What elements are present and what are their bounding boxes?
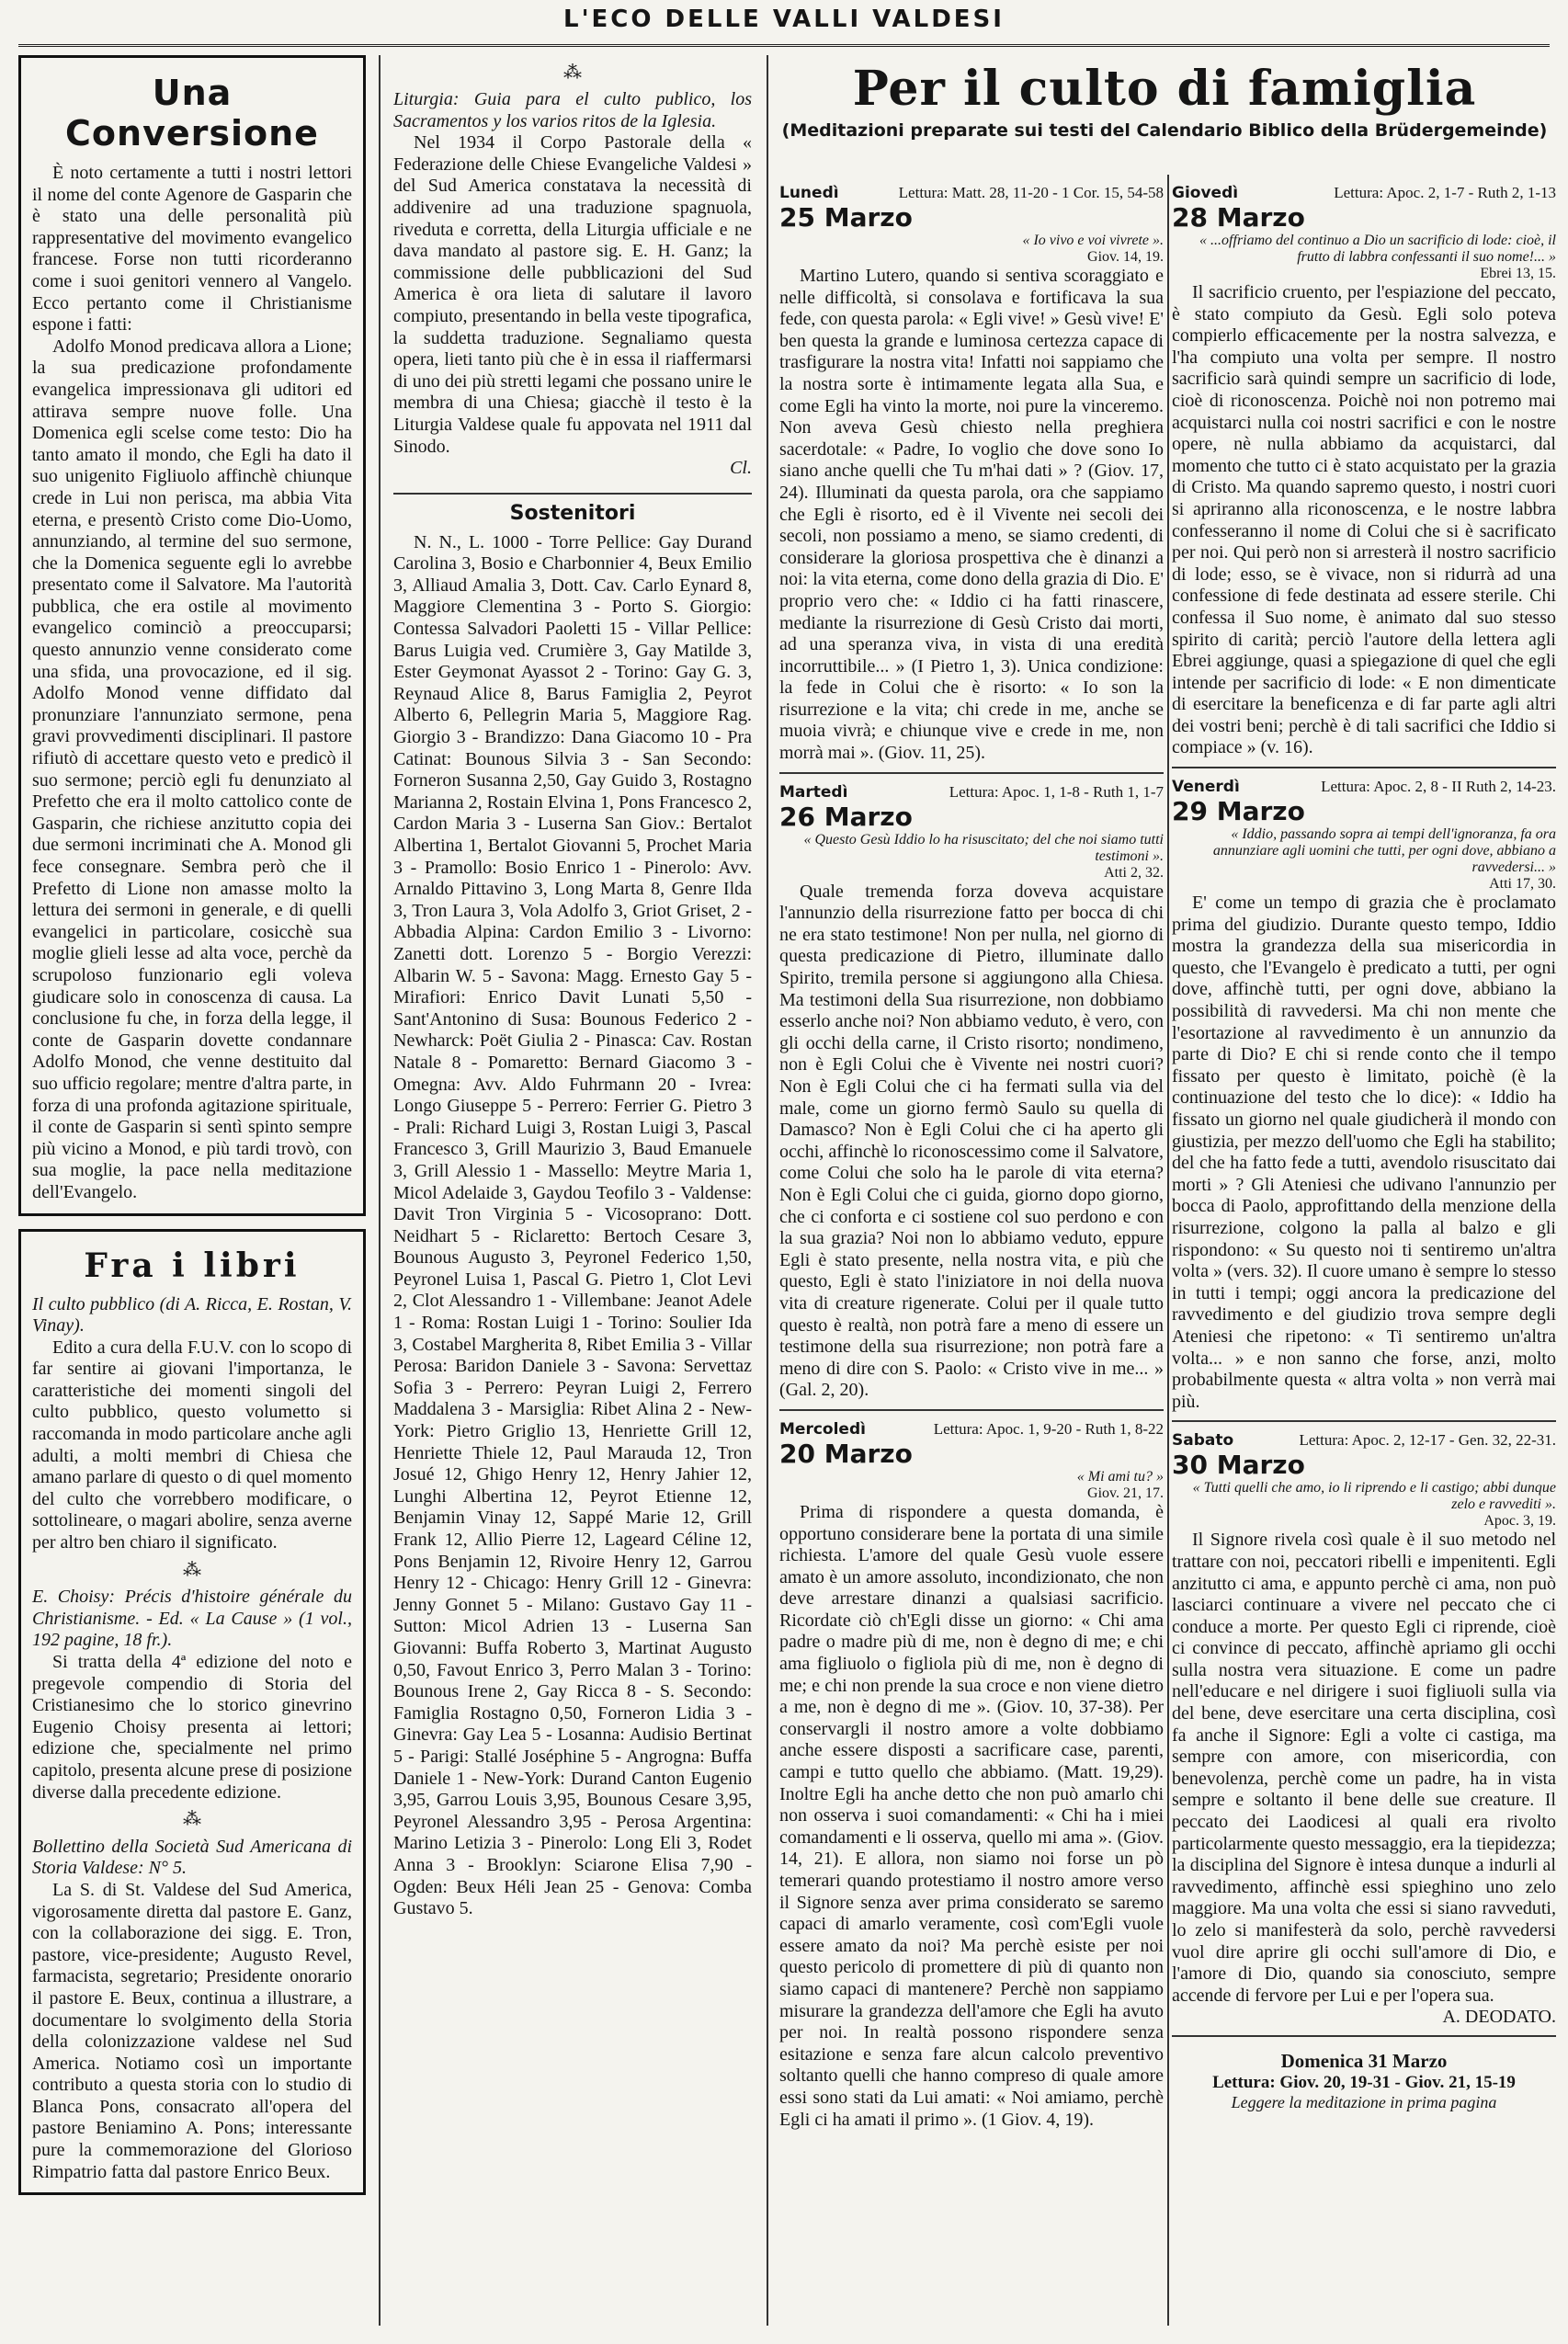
day-date: 29 Marzo [1172, 796, 1305, 827]
day-ref: Atti 17, 30. [1489, 876, 1556, 893]
paragraph: Quale tremenda forza doveva acquistare l'annunzio della risurrezione fatto per bocca di chi ne era stato testimone! Non per nulla, nel giorno di questa predicazione di Pietro, illuminate dallo Spirito, tremila persone si aggiungono alla Chiesa. Ma testimoni della Sua risurrezione, non dobbiamo esserlo anche noi? Non abbiamo veduto, è vero, con gli occhi della carne, il Cristo risorto; nondimeno, non è Egli Colui che è Vivente nei nostri cuori? Non è Egli Colui che ci ha fermati sulla via del male, come un giorno fermò Saulo su quella di Damasco? Non è Egli Colui che ci ha aperto gli occhi, affinchè lo riconoscessimo come il Salvatore, come Colui che solo ha le parole di vita eterna? Non è Egli Colui che ci guida, giorno dopo giorno, che ci conforta e ci sostiene col suo perdono e con la sua grazia? Noi non lo abbiamo veduto, eppure Egli è stato presente, nella nostra vita, e più che questo, Egli è stato l'iniziatore in noi della nuova vita di creature rigenerate. Colui per il quale tutto questo è realtà, non potrà fare a meno di essere un testimone della sua risurrezione; non potrà fare a meno di dire con S. Paolo: « Cristo vive in me... » (Gal. 2, 20). [779, 881, 1164, 1401]
column-divider [1167, 175, 1169, 2326]
domenica-box [1172, 2035, 1556, 2112]
day-verse: « ...offriamo del continuo a Dio un sacrificio di lode: cioè, il frutto di labbra confessanti il suo nome!... » [1199, 233, 1556, 265]
day-header [1172, 184, 1556, 202]
paragraph: Il sacrificio cruento, per l'espiazione del peccato, è stato compiuto da Gesù. Egli solo poteva compierlo efficacemente per la nostra salvezza, e l'ha compiuto una volta per sempre. Il nostro sacrificio sarà quindi sempre un sacrificio di lode, cioè di riconoscenza. Poichè noi non potremo mai acquistarci nulla coi nostri sacrifici e con le nostre opere, nè nulla abbiamo da acquistarci, dal momento che tutto ci è stato acquistato per la grazia di Cristo. Ma quando sapremo questo, i nostri cuori si apriranno alla riconoscenza, e le nostre labbra confesseranno il nome di Colui che si è sacrificato per noi. Qui però non si arresterà il nostro sacrificio di lode; esso, se è vivace, non si ridurrà ad una confessione di fede destinata ad essere sterile. Chi confessa il Suo nome, è animato dal suo stesso spirito di carità; perciò l'autore della lettera agli Ebrei aggiunge, quasi a spiegazione di quel che egli intende per sacrificio di lode: « E non dimenticate di esercitare la beneficenza e di far parte agli altri dei vostri beni; perchè è di tali sacrifici che Iddio si compiace » (v. 16). [1172, 282, 1556, 758]
column-4 [1172, 175, 1556, 2326]
day-name: Venerdì [1172, 778, 1240, 797]
article-title: Fra i libri [84, 1246, 301, 1285]
article-title: Una Conversione [65, 73, 319, 154]
sostenitori-list [393, 532, 752, 1920]
day-date: 28 Marzo [1172, 202, 1305, 233]
section-title-culto: Per il culto di famiglia [852, 61, 1477, 117]
day-header [779, 184, 1164, 202]
signature: A. DEODATO. [1442, 2007, 1556, 2028]
day-entry [1172, 767, 1556, 1413]
day-entry [779, 1409, 1164, 2131]
book-title: Bollettino della Società Sud Americana di Storia Valdese: N° 5. [32, 1836, 352, 1879]
signature: Cl. [730, 458, 752, 479]
day-date: 26 Marzo [779, 801, 913, 832]
day-ref: Apoc. 3, 19. [1483, 1513, 1556, 1530]
header-rule [18, 44, 1550, 47]
separator-stars: ⁂ [563, 63, 582, 83]
paragraph: Si tratta della 4ª edizione del noto e pregevole compendio di Storia del Cristianesimo che lo storico ginevrino Eugenio Choisy presenta ai lettori; edizione che, specialmente nel primo capitolo, presenta alcune prese di posizione diverse dalla precedente edizione. [32, 1652, 352, 1803]
day-header [1172, 778, 1556, 796]
paragraph: La S. di St. Valdese del Sud America, vigorosamente diretta dal pastore E. Ganz, con la collaborazione dei sigg. E. Tron, pastore, vice-presidente; Augusto Revel, farmacista, segretario; Presidente onorario il pastore E. Beux, continua a illustrare, a documentare lo svolgimento della Storia della colonizzazione valdese nel Sud America. Notiamo così un importante contributo a questa storia con lo studio di Blanca Pons, consacrato all'opera del pastore Beniamino A. Pons; interessante pure la commemorazione del Glorioso Rimpatrio fatta dal pastore Enrico Beux. [32, 1879, 352, 2182]
book-title: Liturgia: Guia para el culto publico, los Sacramentos y los varios ritos de la Iglesia. [393, 89, 752, 131]
day-name: Mercoledì [779, 1419, 866, 1439]
day-entry [1172, 1420, 1556, 2028]
separator-stars: ⁂ [183, 1809, 201, 1830]
day-name: Giovedì [1172, 184, 1239, 202]
day-entry [779, 184, 1164, 765]
article-una-conversione [18, 55, 366, 1216]
paragraph: Adolfo Monod predicava allora a Lione; la sua predicazione profondamente evangelica impressionava gli uditori ed attirava sempre nuove folle. Una Domenica egli scelse come testo: Dio ha tanto amato il mondo, che Egli ha dato il suo unigenito Figliuolo affinchè chiunque crede in Lui non perisca, ma abbia Vita eterna, e presentò Cristo come Dio-Uomo, annunziando, al termine del suo sermone, che la Domenica seguente egli lo avrebbe presentato come il Salvatore. Ma l'autorità pubblica, che era ostile al movimento evangelico cominciò a preoccuparsi; questo annunzio venne considerato come una sfida, una provocazione, ed il sig. Adolfo Monod venne diffidato dal pronunziare l'annunziato sermone, pena gravi provvedimenti disciplinari. Il pastore rifiutò di accettare questo veto e predicò il suo sermone; perciò egli fu denunziato al Prefetto che era il molto cattolico conte de Gasparin, che richiese anzitutto copia dei due sermoni incriminati che A. Monod gli fece consegnare. Sembra però che il Prefetto di Lione non amasse molto la lettura dei sermoni in generale, e di quelli evangelici in particolare, cosicchè sua moglie glieli lesse ad alta voce, perchè da scrupoloso funzionario egli voleva giudicare solo in conoscenza di causa. La conclusione fu che, in forza della legge, il conte de Gasparin dovette condannare Adolfo Monod, che venne destituito dal suo ufficio regolare; mentre d'altra parte, in forza di una profonda agitazione spirituale, il conte de Gasparin si sentì spinto sempre più vicino a Monod, e più tardi trovò, con sua moglie, la pace nella meditazione dell'Evangelo. [32, 336, 352, 1202]
day-reading: Lettura: Apoc. 1, 9-20 - Ruth 1, 8-22 [933, 1419, 1164, 1438]
liturgia-review [393, 89, 752, 480]
separator-stars: ⁂ [183, 1559, 201, 1580]
day-ref: Giov. 21, 17. [1087, 1485, 1164, 1501]
domenica-title: Domenica 31 Marzo [1280, 2050, 1448, 2073]
day-verse: « Mi ami tu? » [1076, 1468, 1164, 1485]
paragraph: Edito a cura della F.U.V. con lo scopo di far sentire ai giovani l'importanza, le caratteristiche dei momenti singoli del culto pubblico, questo volumetto si raccomanda in modo particolare anche agli adulti, a molti membri di Chiesa che amano parlare di questo o di quel momento del culto che vorrebbero modificare, o sottolineare, o magari abolire, senza averne per altro ben chiaro il significato. [32, 1337, 352, 1553]
paragraph: N. N., L. 1000 - Torre Pellice: Gay Durand Carolina 3, Bosio e Charbonnier 4, Beux Emilio 3, Alliaud Amalia 3, Dott. Cav. Carlo Eynard 8, Maggiore Clementina 3 - Porto S. Giorgio: Contessa Salvadori Paoletti 15 - Villar Pellice: Barus Luigia ved. Crumière 3, Gay Matilde 3, Ester Geymonat Ayassot 2 - Torino: Gay G. 3, Reynaud Alice 8, Barus Famiglia 2, Peyrot Alberto 6, Pellegrin Maria 5, Maggiore Rag. Giorgio 3 - Brandizzo: Dana Giacomo 10 - Pra Catinat: Bounous Silvia 3 - San Secondo: Forneron Susanna 2,50, Gay Guido 3, Rostagno Marianna 2, Rostain Elvina 1, Pons Francesco 2, Cardon Maria 3 - Luserna San Giov.: Bertalot Albertina 1, Bertalot Giovanni 5, Prochet Maria 3 - Pramollo: Bosio Enrico 1 - Pinerolo: Avv. Arnaldo Pittavino 3, Long Marta 8, Genre Ilda 3, Tron Laura 3, Vola Adolfo 3, Griot Griset, 2 - Abbadia Alpina: Cardon Emilio 3 - Livorno: Zanetti dott. Lorenzo 5 - Borgio Verezzi: Albarin W. 5 - Savona: Magg. Ernesto Gay 5 - Mirafiori: Enrico Davit Lunati 5,50 - Sant'Antonino di Susa: Bounous Federico 2 - Newharck: Poët Giulia 2 - Pinasca: Cav. Rostan Natale 8 - Pomaretto: Bernard Giacomo 3 - Omegna: Avv. Aldo Fuhrmann 20 - Ivrea: Longo Giuseppe 5 - Perrero: Ferrier G. Pietro 3 - Prali: Richard Luigi 3, Rostan Luigi 3, Pascal Francesco 3, Grill Maurizio 3, Baud Emanuele 3, Grill Alessio 1 - Massello: Meytre Maria 1, Micol Adelaide 3, Gaydou Teofilo 3 - Valdense: Davit Tron Virginia 5 - Vicosoprano: Dott. Neidhart 5 - Riclaretto: Bertoch Cesare 3, Bounous Augusto 3, Peyronel Federico 1,50, Peyronel Luisa 1, Pascal G. Pietro 1, Clot Levi 2, Clot Alessandro 1 - Villembane: Jeanot Adele 1 - Roma: Rostan Luigi 1 - Torino: Soulier Ida 3, Costabel Margherita 8, Ribet Emilia 3 - Villar Perosa: Baridon Daniele 3 - Savona: Servettaz Sofia 3 - Perrero: Peyran Luigi 2, Ferrero Maddalena 3 - Marsiglia: Ribet Alina 2 - New-York: Pietro Griglio 13, Henriette Grill 12, Henriette Thiele 12, Paul Marauda 12, Tron Josué 12, Ghigo Henry 12, Henry Jahier 12, Lunghi Albertina 12, Peyrot Etienne 12, Benjamin Vinay 12, Sappé Marie 12, Grill Frank 12, Allio Pierre 12, Lageard Céline 12, Pons Benjamin 12, Rivoire Henry 12, Garrou Henry 12 - Chicago: Henry Grill 12 - Ginevra: Jenny Gonnet 5 - Milano: Gustavo Gay 11 - Sutton: Micol Adrien 13 - Luserna San Giovanni: Buffa Roberto 3, Martinat Augusto 0,50, Favout Enrico 3, Perro Malan 3 - Torino: Bounous Irene 2, Gay Ricca 8 - S. Secondo: Famiglia Rostagno 0,50, Forneron Lidia 3 - Ginevra: Gay Lea 5 - Losanna: Audisio Bertinat 5 - Parigi: Stallé Joséphine 5 - Angrogna: Buffa Daniele 1 - New-York: Durand Canton Eugenio 3,95, Garrou Louis 3,95, Bounous Cesare 3,95, Peyronel Alessandro 3,95 - Perosa Argentina: Marino Letizia 3 - Pinerolo: Long Eli 3, Rodet Anna 3 - Brooklyn: Sciarone Elisa 7,90 - Ogden: Beux Héli Jean 25 - Genova: Comba Gustavo 5. [393, 531, 752, 1919]
day-reading: Lettura: Apoc. 2, 1-7 - Ruth 2, 1-13 [1334, 184, 1556, 201]
paragraph: Nel 1934 il Corpo Pastorale della « Federazione delle Chiese Evangeliche Valdesi » del Sud America constatava la necessità di addivenire ad una traduzione spagnuola, riveduta e corretta, della Liturgia ufficiale e ne dava mandato al pastore sig. E. H. Ganz; la commissione delle pubblicazioni del Sud America è ora lieta di salutare il lavoro compiuto, presentando in bella veste tipografica, la suddetta traduzione. Segnaliamo questa opera, lieti tanto più che è in essa il riaffermarsi di uno dei più stretti legami che possano unire le membra di una Chiesa; giacchè il testo è la Liturgia Valdese quale fu appovata nel 1911 dal Sinodo. [393, 132, 752, 457]
book-title: Il culto pubblico (di A. Ricca, E. Rostan, V. Vinay). [32, 1293, 352, 1337]
article-fra-i-libri [18, 1229, 366, 2196]
day-verse: « Tutti quelli che amo, io li riprendo e li castigo; abbi dunque zelo e ravvediti ». [1192, 1480, 1556, 1513]
section-title-sostenitori: Sostenitori [393, 493, 752, 525]
day-reading: Lettura: Apoc. 2, 12-17 - Gen. 32, 22-31. [1299, 1431, 1556, 1450]
day-ref: Ebrei 13, 15. [1480, 266, 1556, 281]
day-header [779, 783, 1164, 802]
paragraph: Il Signore rivela così quale è il suo metodo nel trattare con noi, peccatori ribelli e impenitenti. Egli anzitutto ci ama, e appunto perchè ci ama, non può lasciarci continuare a vivere nel peccato che ci conduce a morte. Per questo Egli ci riprende, cioè ci convince di peccato, affinchè apriamo gli occhi sulla nostra vera situazione. E come un padre nell'educare e nel dirigere i suoi figliuoli sulla via del bene, deve esercitare una certa disciplina, così fa anche il Signore: Egli a volte ci castiga, ma sempre con amore, con misericordia, con benevolenza, perchè come un padre, ha in vista sempre e soltanto il bene delle sue creature. Il peccato dei Laodicesi al quali era rivolto particolarmente questo messaggio, era la tiepidezza; la disciplina del Signore è intesa dunque a indurli al ravvedimento, affinchè essi spieghino uno zelo maggiore. Ma una volta che essi si siano ravveduti, lo zelo si manifesterà da solo, perchè ravvedersi vuol dire aprire gli occhi sull'amore di Dio, e l'amore di Dio, quando sia conosciuto, sempre accende di fervore per Lui e per l'opera sua. [1172, 1530, 1556, 2006]
paragraph: Martino Lutero, quando si sentiva scoraggiato e nelle difficoltà, si consolava e fortificava la sua fede, con questa parola: « Egli vive! » Gesù vive! E' ben questa la grande e luminosa certezza capace di trasfigurare la nostra vita! Infatti noi sappiamo che la nostra sorte è intimamente legata alla Sua, e come Egli ha vinto la morte, noi pure la vinceremo. Non aveva Gesù chiesto nella preghiera sacerdotale: « Padre, Io voglio che dove sono Io siano anche quelli che Tu m'hai dati » ? (Giov. 17, 24). Illuminati da questa parola, ora che sappiamo che Egli è risorto, ed è il Vivente nei secoli dei secoli, non possiamo a meno, se siamo credenti, di considerare la gloriosa prospettiva che è dinanzi a noi: la vita eterna, come dono della grazia di Dio. E' proprio vero che: « Iddio ci ha fatti rinascere, mediante la risurrezione di Gesù Cristo dai morti, ad una speranza viva, in vista di una eredità incorruttibile... » (I Pietro 1, 3). Unica condizione: la fede in Colui che è risorto: « Io son la risurrezione e la vita; chi crede in me, anche se muoia vivrà; e chiunque vive e crede in me, non morrà mai ». (Giov. 11, 25). [779, 266, 1164, 764]
day-ref: Giov. 14, 19. [1087, 249, 1164, 265]
column-divider [767, 55, 768, 2326]
day-date: 30 Marzo [1172, 1450, 1305, 1481]
day-verse: « Iddio, passando sopra ai tempi dell'ignoranza, fa ora annunziare agli uomini che tutti, per ogni dove, abbiano a ravvedersi... » [1212, 826, 1556, 876]
day-verse: « Io vivo e voi vivrete ». [1022, 233, 1164, 248]
day-verse: « Questo Gesù Iddio lo ha risuscitato; del che noi siamo tutti testimoni ». [803, 831, 1164, 864]
domenica-reading: Lettura: Giov. 20, 19-31 - Giov. 21, 15-19 [1212, 2073, 1516, 2093]
day-header [779, 1420, 1164, 1439]
article-body [32, 1294, 352, 2184]
day-reading: Lettura: Apoc. 1, 1-8 - Ruth 1, 1-7 [949, 782, 1164, 801]
paragraph: Prima di rispondere a questa domanda, è opportuno considerare bene la portata di una simile richiesta. L'amore del quale Gesù vuole essere amato è un amore assoluto, incondizionato, che non deve arrestare dinanzi a qualsiasi sacrificio. Ricordate ciò ch'Egli disse un giorno: « Chi ama padre o madre più di me, non è degno di me; e chi ama figliuolo o figliola più di me, non è degno di me; e chi non prende la sua croce e non viene dietro a me, non è degno di me ». (Giov. 10, 37-38). Per conservargli il nostro amore a volte dobbiamo anche essere disposti a sacrificare case, parenti, campi e tutto quello che abbiamo. (Matt. 19,29). Inoltre Egli ha anche detto che non può amarlo chi non osserva i suoi comandamenti: « Chi ha i miei comandamenti e li osserva, quello mi ama ». (Giov. 14, 21). E allora, non siamo noi forse un pò temerari quando protestiamo il nostro amore verso il Signore senza aver prima considerato se saremo capaci di amarlo veramente, così com'Egli vuole essere amato da noi? Ma perchè esiste per noi questo pericolo di promettere di più di quanto non siamo capaci di mantenere? Perchè non sappiamo misurare la grandezza dell'amore che Egli ha avuto per noi. In realtà possono rispondere senza esitazione e senza fare alcun calcolo preventivo soltanto quelli che hanno compreso di quale amore essi sono stati da Lui amati: « Noi amiamo, perchè Egli ci ha amati il primo ». (1 Giov. 4, 19). [779, 1501, 1164, 2130]
day-date: 25 Marzo [779, 202, 913, 233]
book-title: E. Choisy: Précis d'histoire générale du Christianisme. - Ed. « La Cause » (1 vol., 192 pagine, 18 fr.). [32, 1587, 352, 1651]
paragraph: È noto certamente a tutti i nostri lettori il nome del conte Agenore de Gasparin che è stato una delle personalità più rappresentative del movimento evangelico francese. Forse non tutti ricorderanno come i suoi genitori vennero al Vangelo. Ecco pertanto come il Christianisme espone i fatti: [32, 163, 352, 336]
column-divider [379, 55, 381, 2326]
article-body [32, 163, 352, 1204]
column-3 [779, 175, 1164, 2326]
day-header [1172, 1431, 1556, 1450]
day-name: Sabato [1172, 1431, 1234, 1451]
day-name: Lunedì [779, 184, 839, 202]
column-2 [393, 55, 752, 2326]
day-ref: Atti 2, 32. [1104, 864, 1164, 881]
day-reading: Lettura: Apoc. 2, 8 - II Ruth 2, 14-23. [1321, 778, 1556, 796]
day-entry [1172, 184, 1556, 759]
day-name: Martedì [779, 782, 848, 802]
day-reading: Lettura: Matt. 28, 11-20 - 1 Cor. 15, 54-58 [898, 184, 1164, 201]
day-entry [779, 772, 1164, 1402]
day-date: 20 Marzo [779, 1438, 913, 1469]
section-subtitle: (Meditazioni preparate sui testi del Calendario Biblico della Brüdergemeinde) [781, 120, 1548, 141]
domenica-note: Leggere la meditazione in prima pagina [1231, 2093, 1497, 2112]
paragraph: E' come un tempo di grazia che è proclamato prima del giudizio. Durante questo tempo, Iddio mostra la grandezza della sua misericordia in questo, che l'Evangelo è predicato a tutti, per ogni dove, affinchè tutti, per ogni dove, abbiano la possibilità di ravvedersi. Ma chi non mente che l'esortazione al ravvedimento è un annunzio da parte di Dio? E chi si rende conto che il tempo fissato per questo è limitato, poichè (è la continuazione del testo che lo dice): « Iddio ha fissato un giorno nel quale giudicherà il mondo con giustizia, per mezzo dell'uomo che Egli ha stabilito; del che ha fatto fede a tutti, avendolo risuscitato dai morti » ? Gli Ateniesi che udivano l'annunzio per bocca di Paolo, approfittando della menzione della risurrezione, colgono la palla al balzo e gli rispondono: « Su questo noi ti sentiremo un'altra volta » (vers. 32). Il cuore umano è sempre lo stesso in tutti i tempi; oggi ancora la predicazione del ravvedimento e del giudizio trova sempre degli Ateniesi che ripetono: « Ti sentiremo un'altra volta... » e non sanno che forse, anzi, molto probabilmente questa « altra volta » non verrà mai più. [1172, 893, 1556, 1412]
column-1 [18, 55, 366, 2326]
newspaper-header: L'ECO DELLE VALLI VALDESI [563, 6, 1005, 33]
